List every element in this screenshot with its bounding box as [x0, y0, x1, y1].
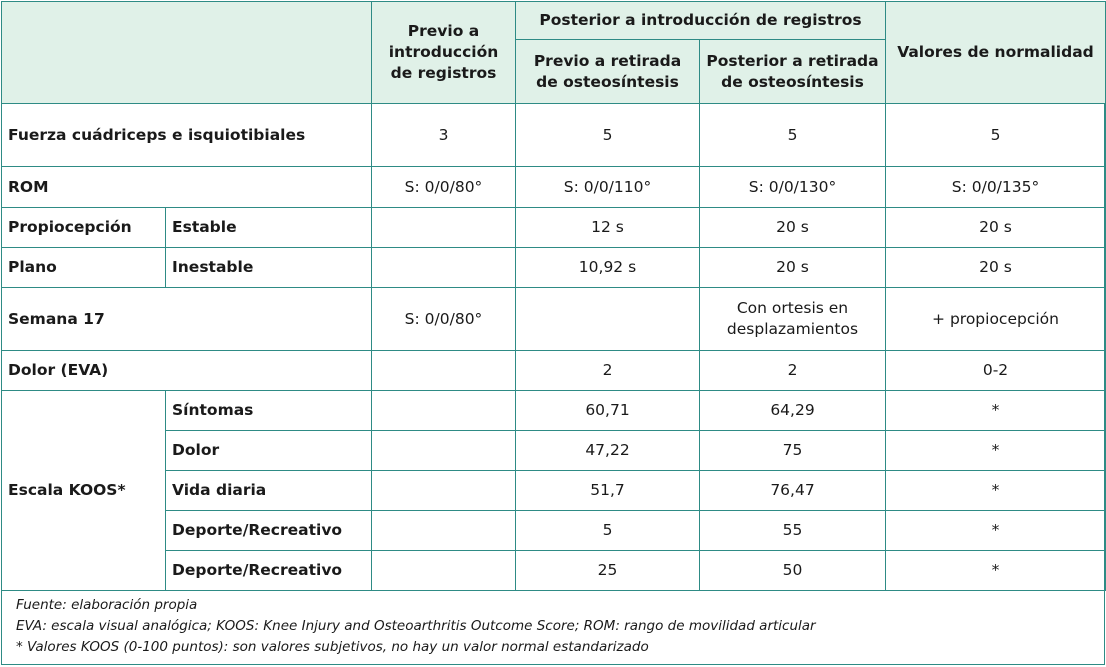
cell-value: 20 s: [700, 248, 886, 288]
cell-value: S: 0/0/80°: [372, 167, 516, 208]
cell-value: S: 0/0/80°: [372, 288, 516, 351]
row-label-propiocepcion: Propiocepción: [2, 208, 166, 248]
cell-value: S: 0/0/110°: [516, 167, 700, 208]
table-row: [2, 208, 1106, 248]
cell-value: 76,47: [700, 471, 886, 511]
cell-value: 12 s: [516, 208, 700, 248]
cell-value: 25: [516, 551, 700, 591]
cell-value: 47,22: [516, 431, 700, 471]
cell-value: 5: [886, 104, 1106, 167]
row-label-fuerza: Fuerza cuádriceps e isquiotibiales: [2, 104, 372, 167]
table-row: [2, 511, 1106, 551]
row-label-plano: Plano: [2, 248, 166, 288]
cell-value: + propiocepción: [886, 288, 1106, 351]
table-row: [2, 351, 1106, 391]
cell-value: 20 s: [886, 248, 1106, 288]
footnote-fuente: Fuente: elaboración propia: [16, 597, 198, 613]
cell-value: 3: [372, 104, 516, 167]
cell-value: *: [886, 551, 1106, 591]
row-label-semana17: Semana 17: [2, 288, 372, 351]
footnote-koos: * Valores KOOS (0-100 puntos): son valores subjetivos, no hay un valor normal estandarizado: [16, 639, 649, 655]
header-empty-cell: [2, 2, 372, 104]
cell-value: [372, 431, 516, 471]
cell-value: 50: [700, 551, 886, 591]
row-sublabel-estable: Estable: [166, 208, 372, 248]
row-sublabel-vida-diaria: Vida diaria: [166, 471, 372, 511]
cell-value: [372, 471, 516, 511]
cell-value: *: [886, 471, 1106, 511]
table-row: [2, 391, 1106, 431]
row-sublabel-deporte-recreativo-2: Deporte/Recreativo: [166, 551, 372, 591]
table-row: [2, 431, 1106, 471]
cell-value: S: 0/0/135°: [886, 167, 1106, 208]
table-footnotes: [16, 595, 816, 658]
cell-value: [372, 511, 516, 551]
cell-value: *: [886, 511, 1106, 551]
table-row: [2, 551, 1106, 591]
cell-value: 10,92 s: [516, 248, 700, 288]
cell-value: [372, 391, 516, 431]
cell-value: 5: [700, 104, 886, 167]
cell-value: 51,7: [516, 471, 700, 511]
cell-value: [516, 288, 700, 351]
header-valores-normalidad: Valores de normalidad: [886, 2, 1106, 104]
table-row: [2, 471, 1106, 511]
cell-value: 5: [516, 511, 700, 551]
results-table-frame: [1, 1, 1105, 665]
cell-value: 2: [516, 351, 700, 391]
row-sublabel-sintomas: Síntomas: [166, 391, 372, 431]
row-sublabel-dolor: Dolor: [166, 431, 372, 471]
cell-value: [372, 351, 516, 391]
header-posterior-introduccion: Posterior a introducción de registros: [516, 2, 886, 40]
cell-value: [372, 208, 516, 248]
cell-value: 5: [516, 104, 700, 167]
results-table: [1, 1, 1106, 591]
table-row: [2, 167, 1106, 208]
cell-value: 2: [700, 351, 886, 391]
cell-value: 60,71: [516, 391, 700, 431]
cell-value: 64,29: [700, 391, 886, 431]
table-row: [2, 248, 1106, 288]
cell-value: 55: [700, 511, 886, 551]
footnote-abreviaturas: EVA: escala visual analógica; KOOS: Knee Injury and Osteoarthritis Outcome Score; ROM: rango de movilidad articular: [16, 618, 816, 634]
row-label-rom: ROM: [2, 167, 372, 208]
row-label-dolor-eva: Dolor (EVA): [2, 351, 372, 391]
header-previo-introduccion: Previo a introducción de registros: [372, 2, 516, 104]
row-label-koos: Escala KOOS*: [2, 391, 166, 591]
cell-value: 20 s: [886, 208, 1106, 248]
row-sublabel-deporte-recreativo: Deporte/Recreativo: [166, 511, 372, 551]
cell-value: 20 s: [700, 208, 886, 248]
cell-value: *: [886, 391, 1106, 431]
header-posterior-retirada: Posterior a retirada de osteosíntesis: [700, 40, 886, 104]
cell-value: [372, 248, 516, 288]
cell-value: 75: [700, 431, 886, 471]
header-previo-retirada: Previo a retirada de osteosíntesis: [516, 40, 700, 104]
table-row: [2, 288, 1106, 351]
cell-value: S: 0/0/130°: [700, 167, 886, 208]
cell-value: *: [886, 431, 1106, 471]
row-sublabel-inestable: Inestable: [166, 248, 372, 288]
cell-value: [372, 551, 516, 591]
table-row: [2, 104, 1106, 167]
cell-value: 0-2: [886, 351, 1106, 391]
cell-value: Con ortesis en desplazamientos: [700, 288, 886, 351]
